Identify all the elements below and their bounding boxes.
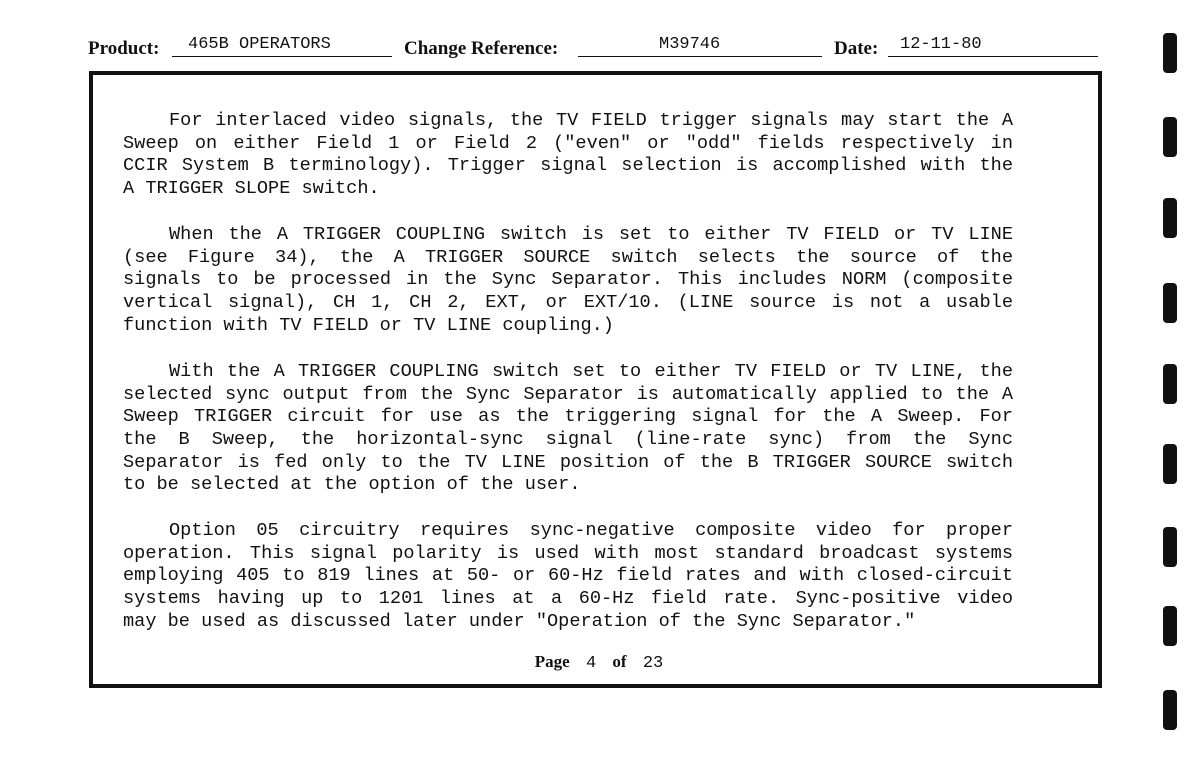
- text-line: selected sync output from the Sync Separator is automatically applied to the A: [123, 383, 1013, 405]
- binder-hole-mark: [1163, 527, 1177, 567]
- paragraph-trigger-coupling: [123, 224, 1013, 337]
- text-line: employing 405 to 819 lines at 50- or 60-Hz field rates and with closed-circuit: [123, 565, 1013, 587]
- of-word: of: [612, 652, 627, 671]
- text-line: (see Figure 34), the A TRIGGER SOURCE switch selects the source of the: [123, 246, 1013, 268]
- page-word: Page: [534, 652, 570, 671]
- text-line: vertical signal), CH 1, CH 2, EXT, or EXT/10. (LINE source is not a usable: [123, 292, 1013, 314]
- binder-hole-mark: [1163, 33, 1177, 73]
- binder-hole-mark: [1163, 606, 1177, 646]
- change-reference-rule: [578, 56, 822, 57]
- text-line: the B Sweep, the horizontal-sync signal (line-rate sync) from the Sync: [123, 429, 1013, 451]
- binder-hole-mark: [1163, 198, 1177, 238]
- text-line: With the A TRIGGER COUPLING switch set to either TV FIELD or TV LINE, the: [169, 361, 1013, 382]
- text-line: Sweep on either Field 1 or Field 2 ("even" or "odd" fields respectively in: [123, 132, 1013, 154]
- text-line: systems having up to 1201 lines at a 60-Hz field rate. Sync-positive video: [123, 588, 1013, 610]
- text-line: function with TV FIELD or TV LINE coupling.): [123, 314, 614, 336]
- date-rule: [888, 56, 1098, 57]
- text-line: signals to be processed in the Sync Separator. This includes NORM (composite: [123, 269, 1013, 291]
- paragraph-sync-output: [123, 361, 1013, 497]
- binder-hole-mark: [1163, 283, 1177, 323]
- product-label: Product:: [88, 38, 160, 59]
- text-line: may be used as discussed later under "Operation of the Sync Separator.": [123, 610, 916, 632]
- change-reference-value: M39746: [659, 35, 721, 54]
- text-line: For interlaced video signals, the TV FIELD trigger signals may start the A: [169, 110, 1013, 131]
- document-header: [88, 36, 1098, 62]
- paragraph-interlaced-video: [123, 110, 1013, 201]
- binder-hole-mark: [1163, 690, 1177, 730]
- binder-hole-mark: [1163, 117, 1177, 157]
- date-value: 12-11-80: [900, 35, 982, 54]
- text-line: Separator is fed only to the TV LINE position of the B TRIGGER SOURCE switch: [123, 451, 1013, 473]
- text-line: operation. This signal polarity is used with most standard broadcast systems: [123, 542, 1013, 564]
- binder-hole-mark: [1163, 364, 1177, 404]
- text-line: A TRIGGER SLOPE switch.: [123, 178, 380, 200]
- page-footer: [0, 652, 1198, 673]
- product-rule: [172, 56, 392, 57]
- total-pages: 23: [642, 654, 664, 673]
- date-label: Date:: [834, 38, 879, 59]
- page-number: 4: [585, 654, 597, 673]
- text-line: to be selected at the option of the user.: [123, 474, 581, 496]
- binder-hole-mark: [1163, 444, 1177, 484]
- change-reference-label: Change Reference:: [404, 38, 559, 59]
- text-line: Sweep TRIGGER circuit for use as the triggering signal for the A Sweep. For: [123, 406, 1013, 428]
- paragraph-option-05: [123, 520, 1013, 633]
- product-value: 465B OPERATORS: [188, 35, 331, 54]
- text-line: When the A TRIGGER COUPLING switch is set to either TV FIELD or TV LINE: [169, 224, 1013, 245]
- text-line: Option 05 circuitry requires sync-negative composite video for proper: [169, 520, 1013, 541]
- text-line: CCIR System B terminology). Trigger signal selection is accomplished with the: [123, 155, 1013, 177]
